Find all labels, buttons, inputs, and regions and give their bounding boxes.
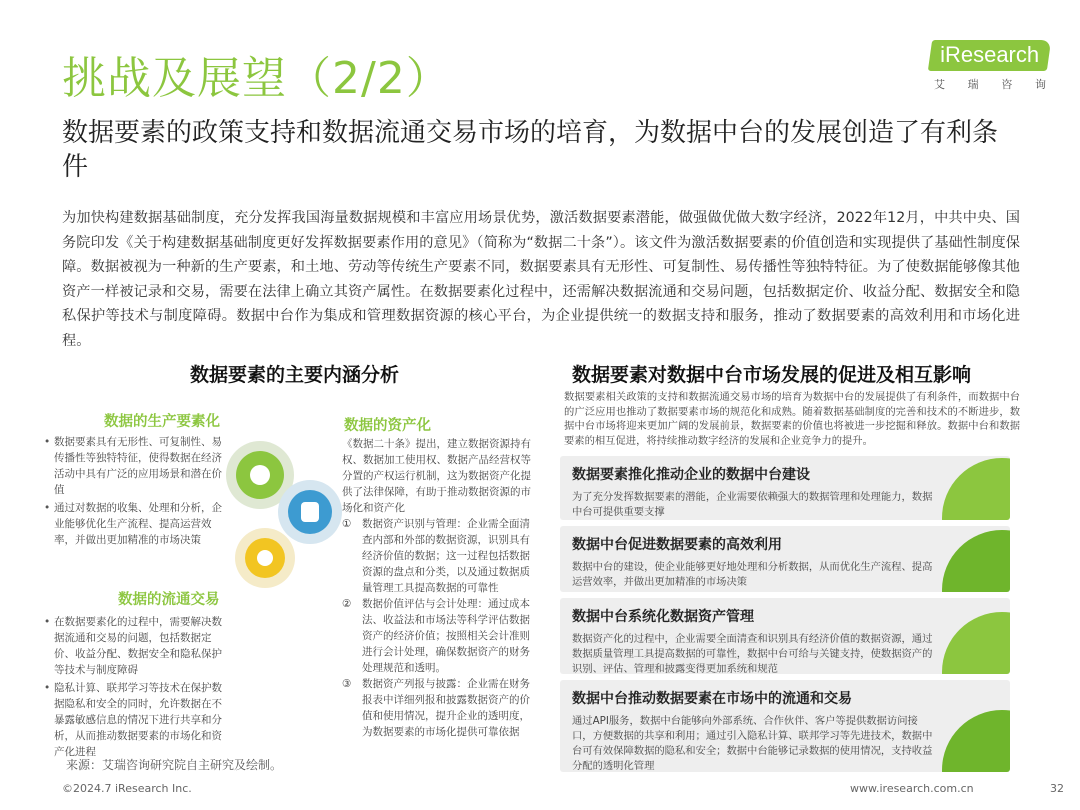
source-note: 来源：艾瑞咨询研究院自主研究及绘制。	[66, 758, 283, 772]
right-intro: 数据要素相关政策的支持和数据流通交易市场的培育为数据中台的发展提供了有利条件，而数据中台的广泛应用也推动了数据要素市场的规范化和成熟。随着数据基础制度的完善和技术的不断进步，数据中台市场将迎来更加广阔的发展前景，数据要素的价值也将被进一步挖掘和释放。数据中台和数据要素的相互促进，将持续推动数字经济的发展和企业竞争力的提升。	[564, 391, 1020, 447]
copyright: ©2024.7 iResearch Inc.	[62, 782, 192, 795]
circulation-bullets	[44, 614, 232, 762]
card-title: 数据中台促进数据要素的高效利用	[572, 537, 782, 553]
logo-subtitle: 艾 瑞 咨 询	[934, 78, 1046, 91]
card-body: 为了充分发挥数据要素的潜能，企业需要依赖强大的数据管理和处理能力，数据中台可提供重要支撑	[572, 491, 933, 518]
list-item: • 隐私计算、联邦学习等技术在保护数据隐私和安全的同时，允许数据在不暴露敏感信息的情况下进行共享和分析，从而推动数据要素的市场化和资产化进程	[44, 680, 232, 760]
card-body: 通过API服务，数据中台能够向外部系统、合作伙伴、客户等提供数据访问接口，方便数据的共享和利用；通过引入隐私计算、联邦学习等先进技术，数据中台可有效保障数据的隐私和安全；数据中台能够记录数据的使用情况，支持收益分配的透明化管理	[572, 715, 933, 772]
card-body: 数据中台的建设，使企业能够更好地处理和分析数据，从而优化生产流程、提高运营效率，并做出更加精准的市场决策	[572, 561, 933, 588]
database-gear-icon	[278, 480, 342, 544]
list-item: ① 数据资产识别与管理：企业需全面清查内部和外部的数据资源，识别具有经济价值的数据；这一过程包括数据资源的盘点和分类，以及通过数据质量管理工具提高数据的可靠性	[342, 518, 530, 594]
production-bullets	[44, 434, 232, 550]
list-item: ② 数据价值评估与会计处理：通过成本法、收益法和市场法等科学评估数据资产的经济价值；按照相关会计准则进行会计处理，确保数据资产的财务处理规范和透明。	[342, 598, 530, 674]
list-item: ③ 数据资产列报与披露：企业需在财务报表中详细列报和披露数据资产的价值和使用情况，提升企业的透明度，为数据要素的市场化提供可靠依据	[342, 678, 530, 738]
circulation-label: 数据的流通交易	[118, 592, 220, 608]
card-title: 数据要素推化推动企业的数据中台建设	[572, 467, 810, 483]
info-card	[560, 526, 1010, 592]
list-item: • 通过对数据的收集、处理和分析，企业能够优化生产流程、提高运营效率，并做出更加精准的市场决策	[44, 500, 232, 548]
intro-paragraph: 为加快构建数据基础制度，充分发挥我国海量数据规模和丰富应用场景优势，激活数据要素潜能，做强做优做大数字经济，2022年12月，中共中央、国务院印发《关于构建数据基础制度更好发挥数据要素作用的意见》（简称为“数据二十条”）。该文件为激活数据要素的价值创造和实现提供了基础性制度保障。数据被视为一种新的生产要素，和土地、劳动等传统生产要素不同，数据要素具有无形性、可复制性、易传播性等独特特征。为了使数据能够像其他资产一样被记录和交易，需要在法律上确立其资产属性。在数据要素化过程中，还需解决数据流通和交易问题，包括数据定价、收益分配、数据安全和隐私保护等技术与制度障碍。数据中台作为集成和管理数据资源的核心平台，为企业提供统一的数据支持和服务，推动了数据要素的高效利用和市场化进程。	[62, 210, 1020, 349]
gears-illustration	[215, 420, 345, 590]
iresearch-logo	[930, 38, 1050, 98]
info-card	[560, 598, 1010, 674]
decorative-arc	[942, 612, 1010, 674]
page-number: 32	[1050, 782, 1064, 795]
website-url: www.iresearch.com.cn	[850, 782, 974, 795]
decorative-arc	[942, 710, 1010, 772]
production-label: 数据的生产要素化	[104, 414, 220, 430]
logo-wordmark: iResearch	[928, 40, 1051, 71]
transaction-gear-icon	[235, 528, 295, 588]
asset-label: 数据的资产化	[344, 418, 431, 434]
info-card	[560, 456, 1010, 520]
asset-description	[342, 436, 534, 740]
decorative-arc	[942, 530, 1010, 592]
data-element-diagram	[40, 398, 540, 778]
info-card	[560, 680, 1010, 772]
decorative-arc	[942, 458, 1010, 520]
left-section-heading: 数据要素的主要内涵分析	[190, 364, 400, 386]
page-title: 挑战及展望（2/2）	[62, 53, 451, 104]
card-title: 数据中台推动数据要素在市场中的流通和交易	[572, 691, 852, 707]
page-subtitle: 数据要素的政策支持和数据流通交易市场的培育，为数据中台的发展创造了有利条件	[62, 118, 999, 182]
card-title: 数据中台系统化数据资产管理	[572, 609, 754, 625]
list-item: • 在数据要素化的过程中，需要解决数据流通和交易的问题，包括数据定价、收益分配、数据安全和隐私保护等技术与制度障碍	[44, 614, 232, 678]
right-section-heading: 数据要素对数据中台市场发展的促进及相互影响	[572, 364, 972, 386]
list-item: • 数据要素具有无形性、可复制性、易传播性等独特特征，使得数据在经济活动中具有广泛的应用场景和潜在价值	[44, 434, 232, 498]
asset-intro: 《数据二十条》提出，建立数据资源持有权、数据加工使用权、数据产品经营权等分置的产权运行机制，这为数据资产化提供了法律保障，有助于推动数据资源的市场化和资产化	[342, 438, 531, 514]
card-body: 数据资产化的过程中，企业需要全面清查和识别具有经济价值的数据资源，通过数据质量管理工具提高数据的可靠性，数据中台可给与关键支持，使数据资产的识别、评估、管理和披露变得更加系统和规范	[572, 633, 933, 674]
